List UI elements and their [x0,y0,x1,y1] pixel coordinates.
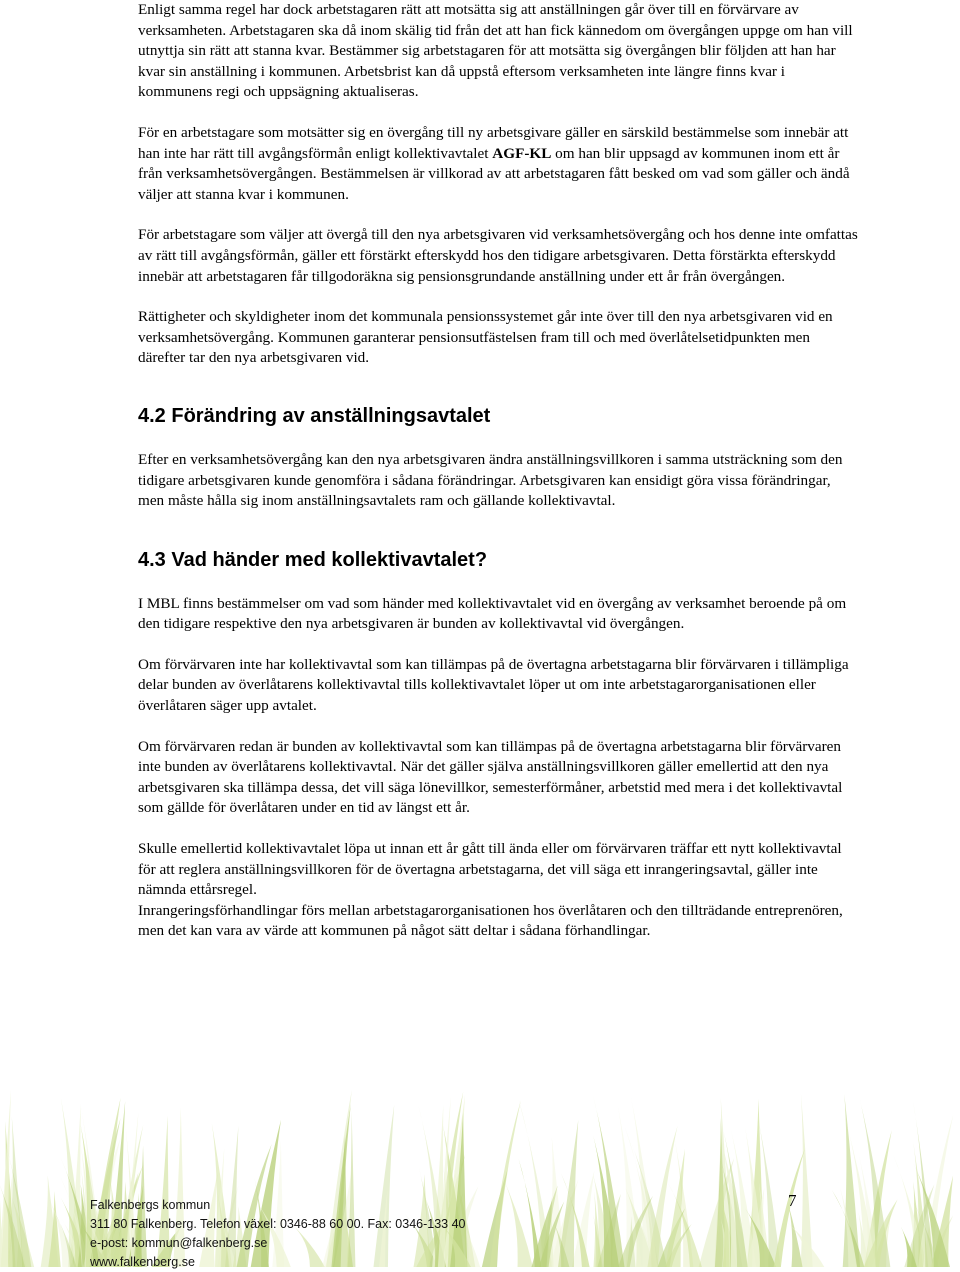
footer-org: Falkenbergs kommun [90,1198,211,1212]
section-4-3-paragraph-5: Inrangeringsförhandlingar förs mellan arbetstagarorganisationen hos överlåtaren och den tillträdande entreprenören, men det kan vara av värde att kommunen på något sätt deltar i sådana förhandlingar. [138,901,843,940]
paragraph-2 [138,123,860,205]
bold-term: AGF-KL [492,144,552,162]
section-4-3-paragraph-4: Skulle emellertid kollektivavtalet löpa ut innan ett år gått till ända eller om förvärvaren träffar ett nytt kollektivavtal för att reglera anställningsvillkoren för de övertagna arbetstagarna, det vill säga ett inrangeringsavtal, gäller inte nämnda ettårsregel. [138,840,842,899]
footer-address: 311 80 Falkenberg. Telefon växel: 0346-88 60 00. Fax: 0346-133 40 [90,1217,466,1231]
text-run: Rättigheter och skyldigheter inom det kommunala pensionssystemet går inte över till den nya arbetsgivaren vid en verksamhetsövergång. Kommunen garanterar pensionsutfästelsen fram till och med överlåtelsetidpunkten men därefter tar den nya arbetsgivaren vid. [138,308,833,367]
section-4-3-paragraph-2: Om förvärvaren inte har kollektivavtal som kan tillämpas på de övertagna arbetstagarna blir förvärvaren i tillämpliga delar bunden av överlåtarens kollektivavtal tills kollektivavtalet löper ut om inte arbetstagarorganisationen eller överlåtaren säger upp avtalet. [138,655,849,715]
page-footer [90,1196,820,1272]
section-4-3-paragraph-3: Om förvärvaren redan är bunden av kollektivavtal som kan tillämpas på de övertagna arbetstagarna blir förvärvaren inte bunden av överlåtarens kollektivavtal. När det gäller själva anställningsvillkoren gäller emellertid att den nya arbetsgivaren ska tillämpa dessa, det vill säga lönevillkor, semesterförmåner, arbetstid med mera i det kollektivavtal som gällde för överlåtaren under en tid av längst ett år. [138,737,843,817]
paragraph-1 [138,0,860,103]
paragraph-3 [138,225,860,287]
document-body [138,0,860,942]
section-4-3-paragraph-1: I MBL finns bestämmelser om vad som händer med kollektivavtalet vid en övergång av verksamhet beroende på om den tidigare respektive den nya arbetsgivaren är bunden av kollektivavtal vid övergången. [138,594,847,633]
footer-email[interactable]: e-post: kommun@falkenberg.se [90,1236,268,1250]
section-heading-4-2: 4.2 Förändring av anställningsavtalet [138,404,491,427]
text-run: För en arbetstagare som motsätter sig en övergång till ny arbetsgivare gäller en särskild bestämmelse som innebär att han inte har rätt till avgångsförmån enligt kollektivavtalet [138,123,849,162]
footer-website[interactable]: www.falkenberg.se [90,1255,195,1269]
section-4-2-paragraph-1: Efter en verksamhetsövergång kan den nya arbetsgivaren ändra anställningsvillkoren i samma utsträckning som den tidigare arbetsgivaren kunde genomföra i sådana förändringar. Arbetsgivaren kan ensidigt göra vissa förändringar, men måste hålla sig inom anställningsavtalets ram och gällande kollektivavtal. [138,450,843,510]
text-run: Enligt samma regel har dock arbetstagaren rätt att motsätta sig att anställningen går över till en förvärvare av verksamheten. Arbetstagaren ska då inom skälig tid från det att han fick kännedom om övergången uppge om han vill utnyttja sin rätt att stanna kvar. Bestämmer sig arbetstagaren för att motsätta sig övergången blir följden att han har kvar sin anställning i kommunen. Arbetsbrist kan då uppstå eftersom verksamheten inte längre finns kvar i kommunens regi och uppsägning aktualiseras. [138,1,853,101]
section-heading-4-3: 4.3 Vad händer med kollektivavtalet? [138,548,488,571]
text-run: För arbetstagare som väljer att övergå till den nya arbetsgivaren vid verksamhetsövergång och hos denne inte omfattas av rätt till avgångsförmån, gäller ett förstärkt efterskydd hos den tidigare arbetsgivaren. Detta förstärkta efterskydd innebär att arbetstagaren får tillgodoräkna sig pensionsgrundande anställning under ett år från övergången. [138,226,858,285]
paragraph-4 [138,307,860,369]
text-run: om han blir uppsagd av kommunen inom ett år från verksamhetsövergången. Bestämmelsen är villkorad av att arbetstagaren fått besked om vad som gäller och ändå väljer att stanna kvar i kommunen. [138,144,850,203]
page-number: 7 [788,1191,797,1210]
